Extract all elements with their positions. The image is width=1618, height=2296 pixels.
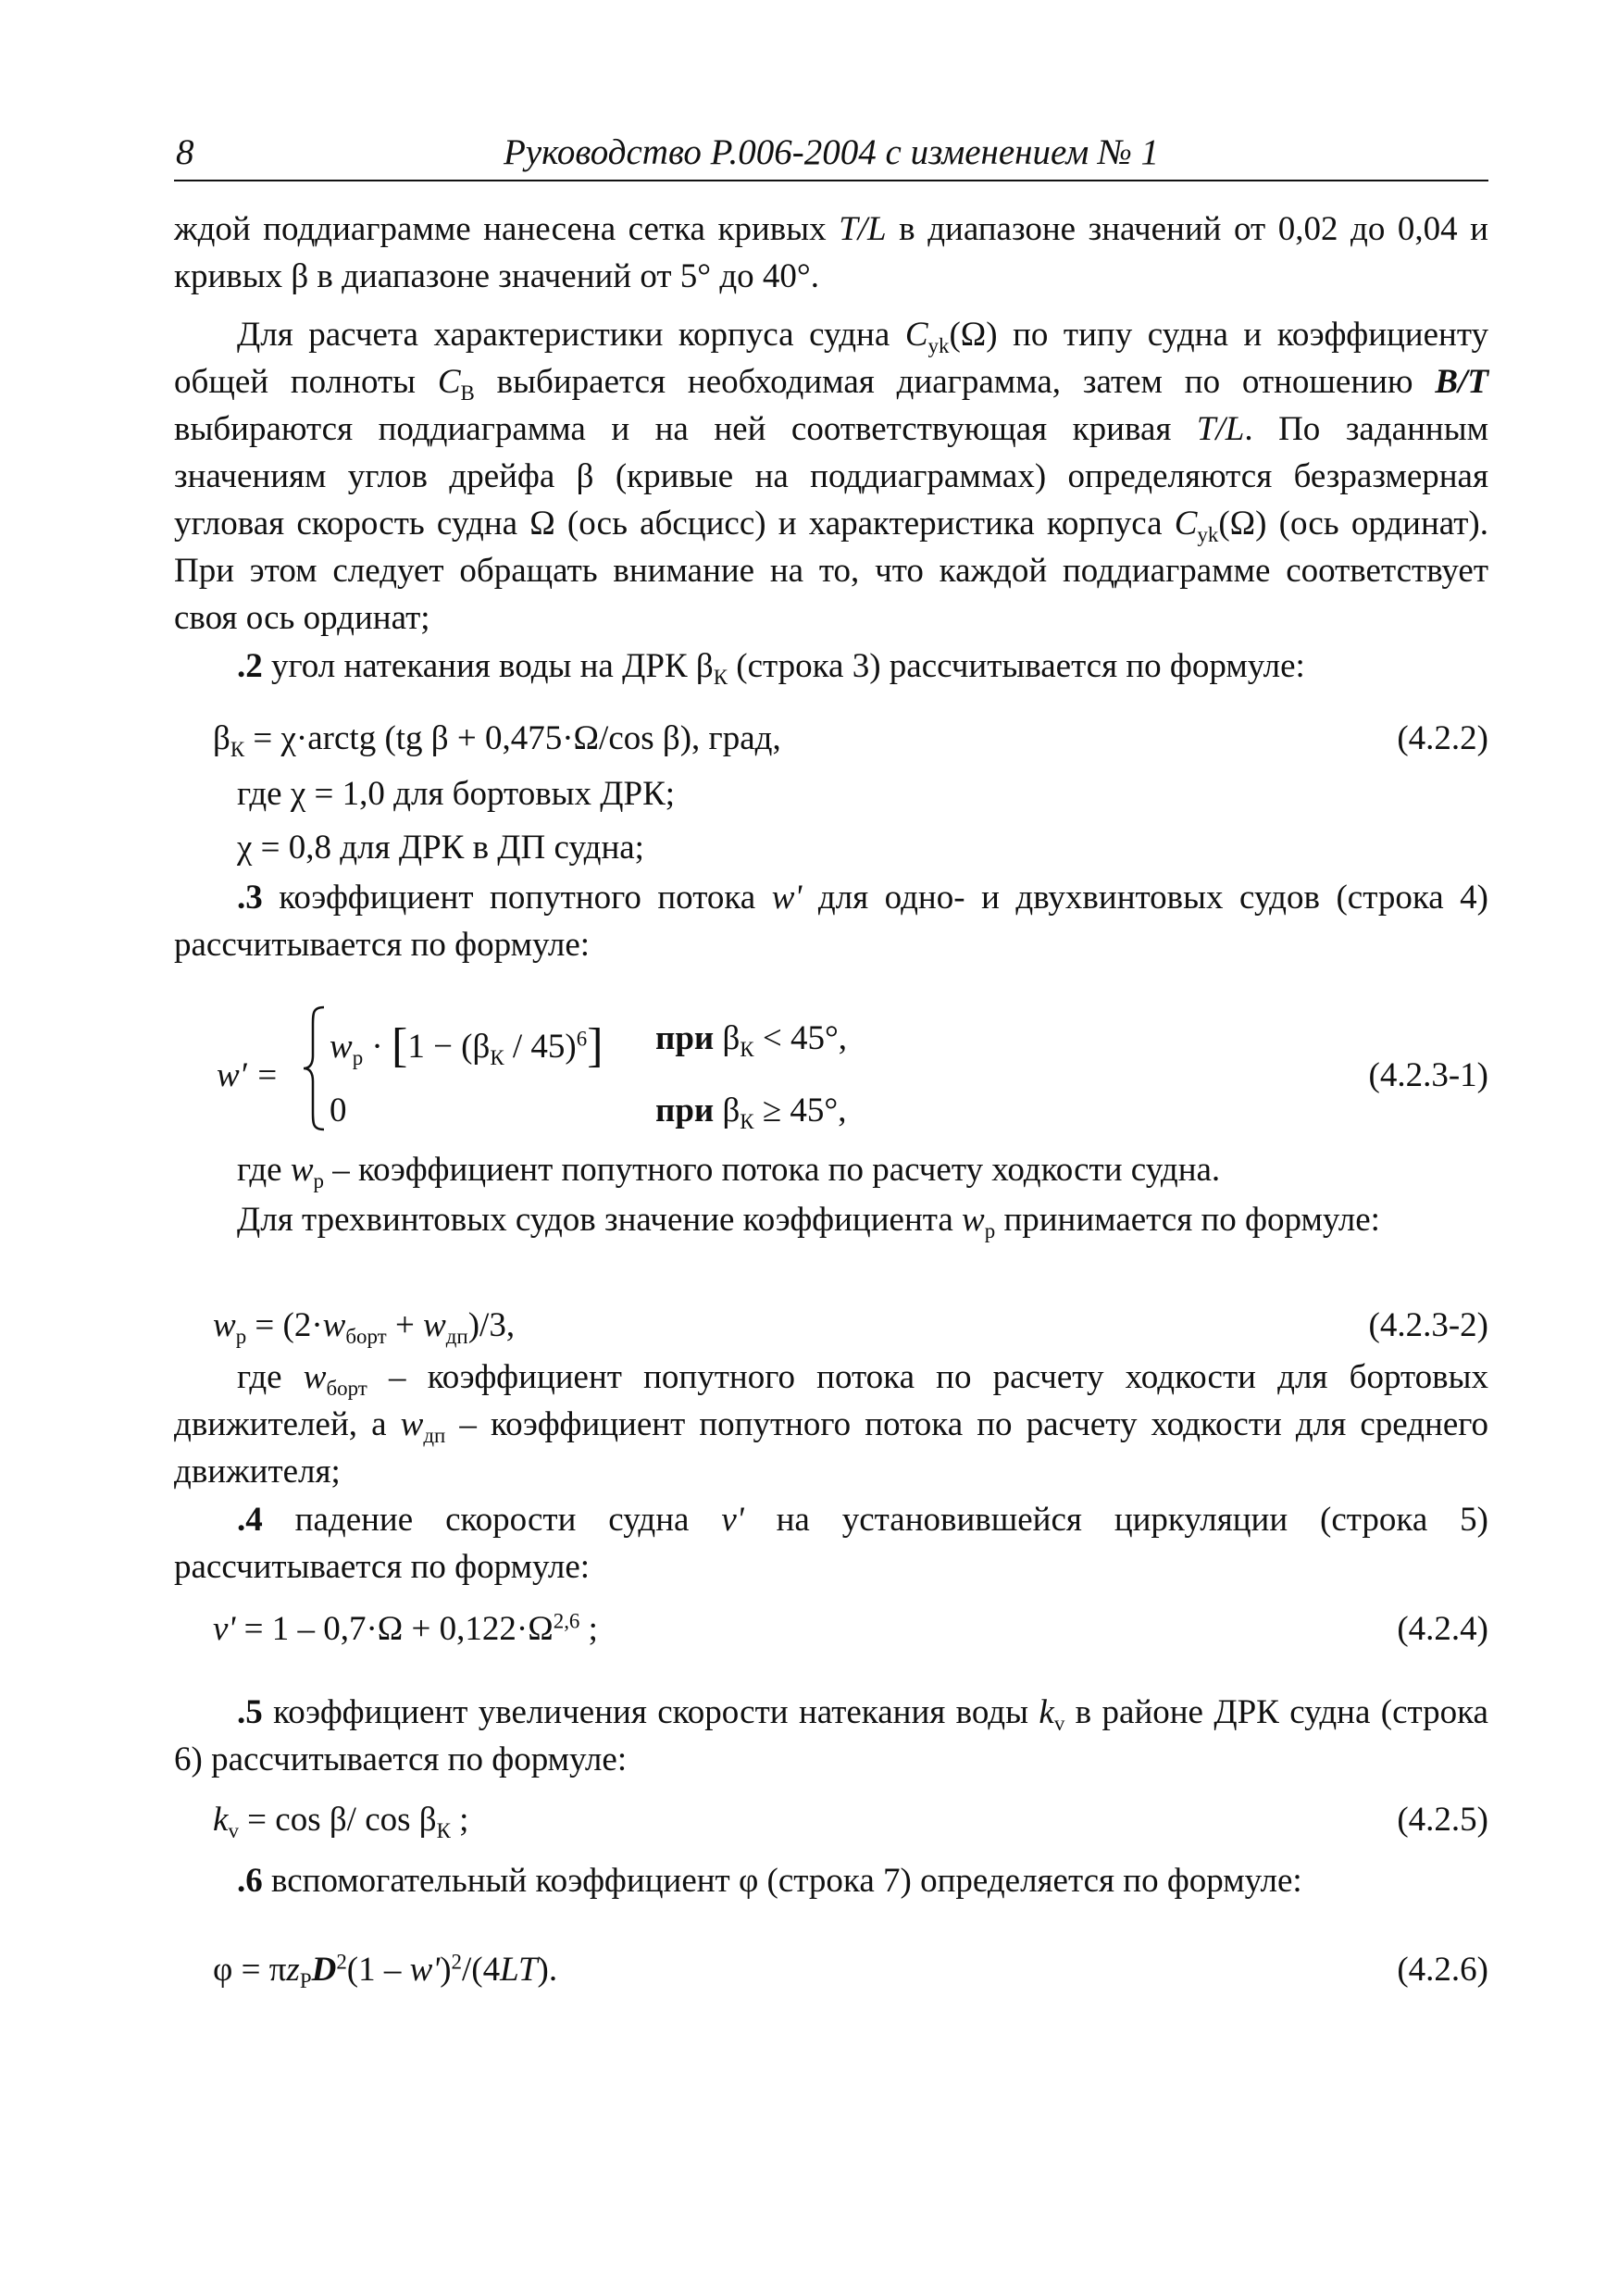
paragraph-three-screw: Для трехвинтовых судов значение коэффициента $w_р$ принимается по формуле: — [237, 1201, 1380, 1243]
formula-number: (4.2.6) — [1397, 1951, 1488, 1989]
chi-side-thrusters: где χ = 1,0 для бортовых ДРК; — [237, 775, 676, 813]
formula-4-2-2: $\beta_К$ = χ·arctg (tg β + 0,475·Ω/cos β), град, (4.2.2) — [213, 719, 1488, 762]
page-number: 8 — [176, 132, 194, 172]
formula-4-2-3-2: $w_р = (2\cdot w_{борт} + w_{дп})/3$, (4.2.3-2) — [213, 1306, 1488, 1349]
left-brace-icon — [302, 1004, 328, 1133]
paragraph-hull-characteristic: Для расчета характеристики корпуса судна $C_{yk}(\Omega)$ по типу судна и коэффициенту общей полноты $C_B$ выбирается необходимая диаграмма, затем по отношению B/T выбираются поддиаграмма и на ней соответствующая кривая T/L. По заданным значениям углов дрейфа β (кривые на поддиаграммах) определяются безразмерная угловая скорость судна Ω (ось абсцисс) и характеристика корпуса $C_{yk}(\Omega)$ (ось ординат). При этом следует обращать внимание на то, что каждой поддиаграмме соответствует своя ось ординат; — [174, 316, 1489, 637]
formula-number: (4.2.4) — [1397, 1610, 1488, 1648]
formula-4-2-3-1: w′ = $w_р \cdot [1 - (\beta_К / 45)^6]$ 0 при $\beta_К < 45^\circ$, при $\beta_К \ge 45^\circ$, (4.2.3-1) — [213, 998, 1488, 1165]
paragraph-w-definitions: где $w_{борт}$ – коэффициент попутного потока по расчету ходкости для бортовых движителей, а $w_{дп}$ – коэффициент попутного потока по расчету ходкости для среднего движителя; — [174, 1358, 1488, 1491]
running-title: Руководство Р.006-2004 с изменением № 1 — [503, 132, 1160, 172]
paragraph-item-2: .2 угол натекания воды на ДРК $\beta_К$ (строка 3) рассчитывается по формуле: — [237, 647, 1305, 690]
paragraph-curves: ждой поддиаграмме нанесена сетка кривых T/L в диапазоне значений от 0,02 до 0,04 и кривых β в диапазоне значений от 5° до 40°. — [174, 210, 1488, 295]
formula-4-2-5: $k_v = \cos \beta/$ $\cos \beta_К$ ; (4.2.5) — [213, 1801, 1488, 1843]
paragraph-item-6: .6 вспомогательный коэффициент φ (строка 7) определяется по формуле: — [237, 1862, 1302, 1900]
formula-number: (4.2.3-2) — [1368, 1306, 1488, 1344]
formula-number: (4.2.5) — [1397, 1801, 1488, 1839]
paragraph-item-3: .3 коэффициент попутного потока w' для одно- и двухвинтовых судов (строка 4) рассчитывается по формуле: — [174, 879, 1488, 964]
formula-4-2-4: $v' = 1 - 0,7\cdot\Omega + 0,122\cdot\Omega^{2,6}$ ; (4.2.4) — [213, 1609, 1488, 1648]
formula-4-2-6: $\varphi = \pi z_PD^2(1 - w')^2/(4LT)$. (4.2.6) — [213, 1950, 1488, 1993]
formula-number: (4.2.3-1) — [1368, 1056, 1488, 1094]
paragraph-wp-definition: где $w_р$ – коэффициент попутного потока по расчету ходкости судна. — [237, 1151, 1221, 1193]
paragraph-item-4: .4 падение скорости судна v' на установившейся циркуляции (строка 5) рассчитывается по формуле: — [174, 1501, 1488, 1586]
paragraph-item-5: .5 коэффициент увеличения скорости натекания воды $k_v$ в районе ДРК судна (строка 6) рассчитывается по формуле: — [174, 1693, 1488, 1778]
page-header — [174, 128, 1488, 181]
chi-centre-thruster: χ = 0,8 для ДРК в ДП судна; — [237, 829, 644, 867]
formula-number: (4.2.2) — [1397, 719, 1488, 757]
